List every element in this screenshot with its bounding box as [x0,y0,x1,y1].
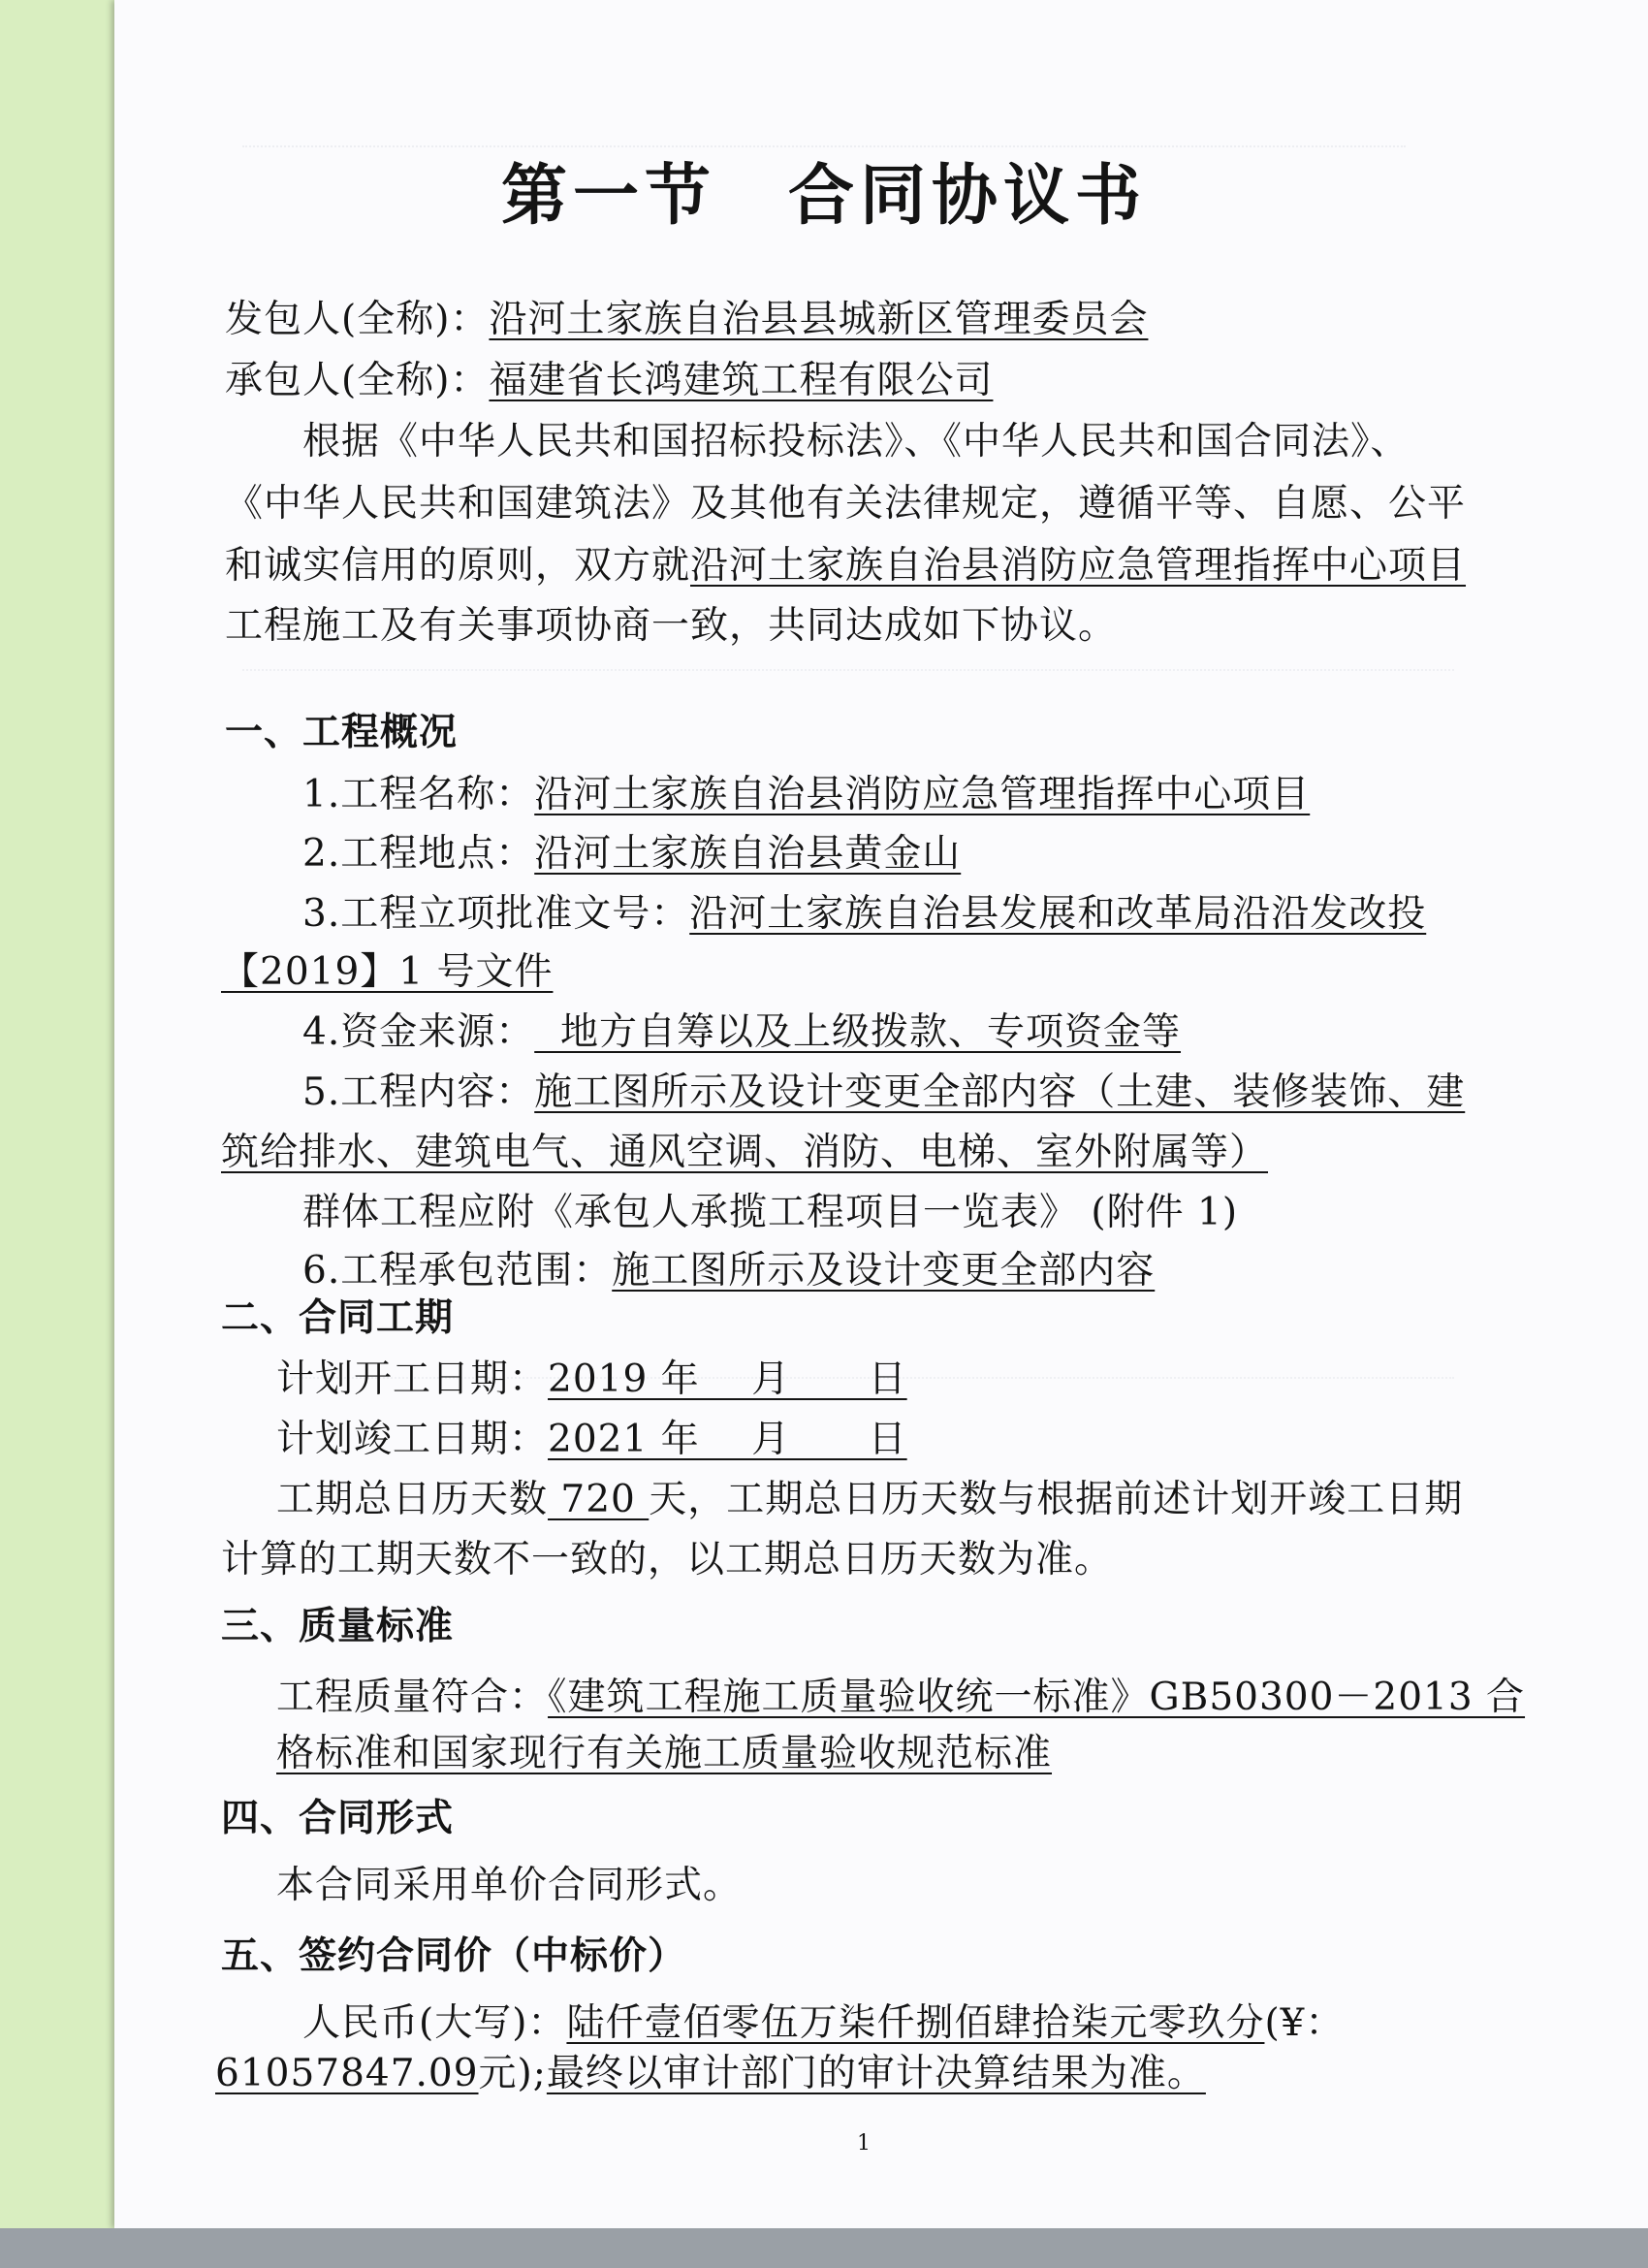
quality-label: 工程质量符合： [276,1676,549,1719]
employer-label: 发包人(全称)： [225,298,490,341]
employer-line [225,298,1148,343]
project-name: 沿河土家族自治县消防应急管理指挥中心项目 [690,544,1467,588]
page-number: 1 [857,2131,871,2156]
section-heading-3: 三、质量标准 [221,1604,455,1648]
fund-label: 4.资金来源： [302,1010,535,1054]
preamble-line-1: 根据《中华人民共和国招标投标法》、《中华人民共和国合同法》、 [302,420,1410,463]
content-line-1 [302,1070,1465,1116]
bleed-through-text [242,669,1454,700]
start-date-line [276,1358,907,1403]
price-yen-open: (¥： [1264,2001,1345,2045]
duration-text-b: 天，工期总日历天数与根据前述计划开竣工日期 [649,1478,1464,1521]
price-amount: 61057847.09 [215,2052,479,2095]
price-yuan: 元); [478,2052,547,2095]
section-heading-2: 二、合同工期 [221,1295,455,1340]
content-line-2 [221,1131,1268,1176]
end-date-line [276,1418,907,1463]
section-heading-1: 一、工程概况 [225,710,459,754]
duration-days: 720 [548,1478,650,1521]
price-line-2 [215,2052,1206,2097]
approval-value-2: 【2019】1 号文件 [221,950,554,994]
duration-line-2: 计算的工期天数不一致的，以工期总日历天数为准。 [221,1538,1114,1581]
price-final-note: 最终以审计部门的审计决算结果为准。 [546,2052,1206,2095]
price-line-1 [302,2001,1344,2047]
end-date-label: 计划竣工日期： [276,1418,549,1461]
scope-value: 施工图所示及设计变更全部内容 [612,1249,1156,1293]
section-heading-4: 四、合同形式 [221,1796,455,1840]
project-name-label: 1.工程名称： [302,773,535,816]
preamble-line-3 [225,544,1466,590]
scanner-edge [0,2228,1648,2268]
page-title: 第一节 合同协议书 [500,157,1147,235]
contractor-line [225,359,993,404]
quality-std-2: 格标准和国家现行有关施工质量验收规范标准 [276,1732,1053,1775]
start-date-value: 2019 年 月 日 [548,1358,907,1401]
end-date-value: 2021 年 月 日 [548,1418,907,1461]
duration-line-1 [276,1478,1463,1523]
approval-line-1 [302,892,1426,938]
project-site-value: 沿河土家族自治县黄金山 [534,832,962,876]
approval-line-2 [221,950,553,996]
project-name-value: 沿河土家族自治县消防应急管理指挥中心项目 [534,773,1311,816]
project-site-line [302,832,961,878]
content-value-2: 筑给排水、建筑电气、通风空调、消防、电梯、室外附属等） [221,1131,1269,1174]
price-label: 人民币(大写)： [302,2001,567,2045]
fund-value: 地方自筹以及上级拨款、专项资金等 [534,1010,1182,1054]
project-name-line [302,773,1310,818]
quality-line-1 [276,1676,1525,1721]
scope-label: 6.工程承包范围： [302,1249,613,1293]
contractor-name: 福建省长鸿建筑工程有限公司 [489,359,994,402]
group-project-line: 群体工程应附《承包人承揽工程项目一览表》 (附件 1) [302,1191,1239,1234]
content-value-1: 施工图所示及设计变更全部内容（土建、装修装饰、建 [534,1070,1466,1114]
section-heading-5: 五、签约合同价（中标价） [221,1933,687,1978]
contractor-label: 承包人(全称)： [225,359,490,402]
content-label: 5.工程内容： [302,1070,535,1114]
employer-name: 沿河土家族自治县县城新区管理委员会 [489,298,1149,341]
project-site-label: 2.工程地点： [302,832,535,876]
preamble-line-4: 工程施工及有关事项协商一致，共同达成如下协议。 [225,604,1118,648]
preamble-line-2: 《中华人民共和国建筑法》及其他有关法律规定，遵循平等、自愿、公平 [225,482,1467,526]
fund-line [302,1010,1181,1056]
approval-value-1: 沿河土家族自治县发展和改革局沿沿发改投 [689,892,1427,936]
start-date-label: 计划开工日期： [276,1358,549,1401]
preamble-text: 和诚实信用的原则，双方就 [225,544,691,588]
approval-label: 3.工程立项批准文号： [302,892,690,936]
contract-form-text: 本合同采用单价合同形式。 [276,1864,743,1907]
price-words: 陆仟壹佰零伍万柒仟捌佰肆拾柒元零玖分 [566,2001,1265,2045]
duration-text-a: 工期总日历天数 [276,1478,549,1521]
quality-std-1: 《建筑工程施工质量验收统一标准》GB50300－2013 合 [548,1676,1526,1719]
scope-line [302,1249,1155,1294]
quality-line-2 [276,1732,1052,1777]
